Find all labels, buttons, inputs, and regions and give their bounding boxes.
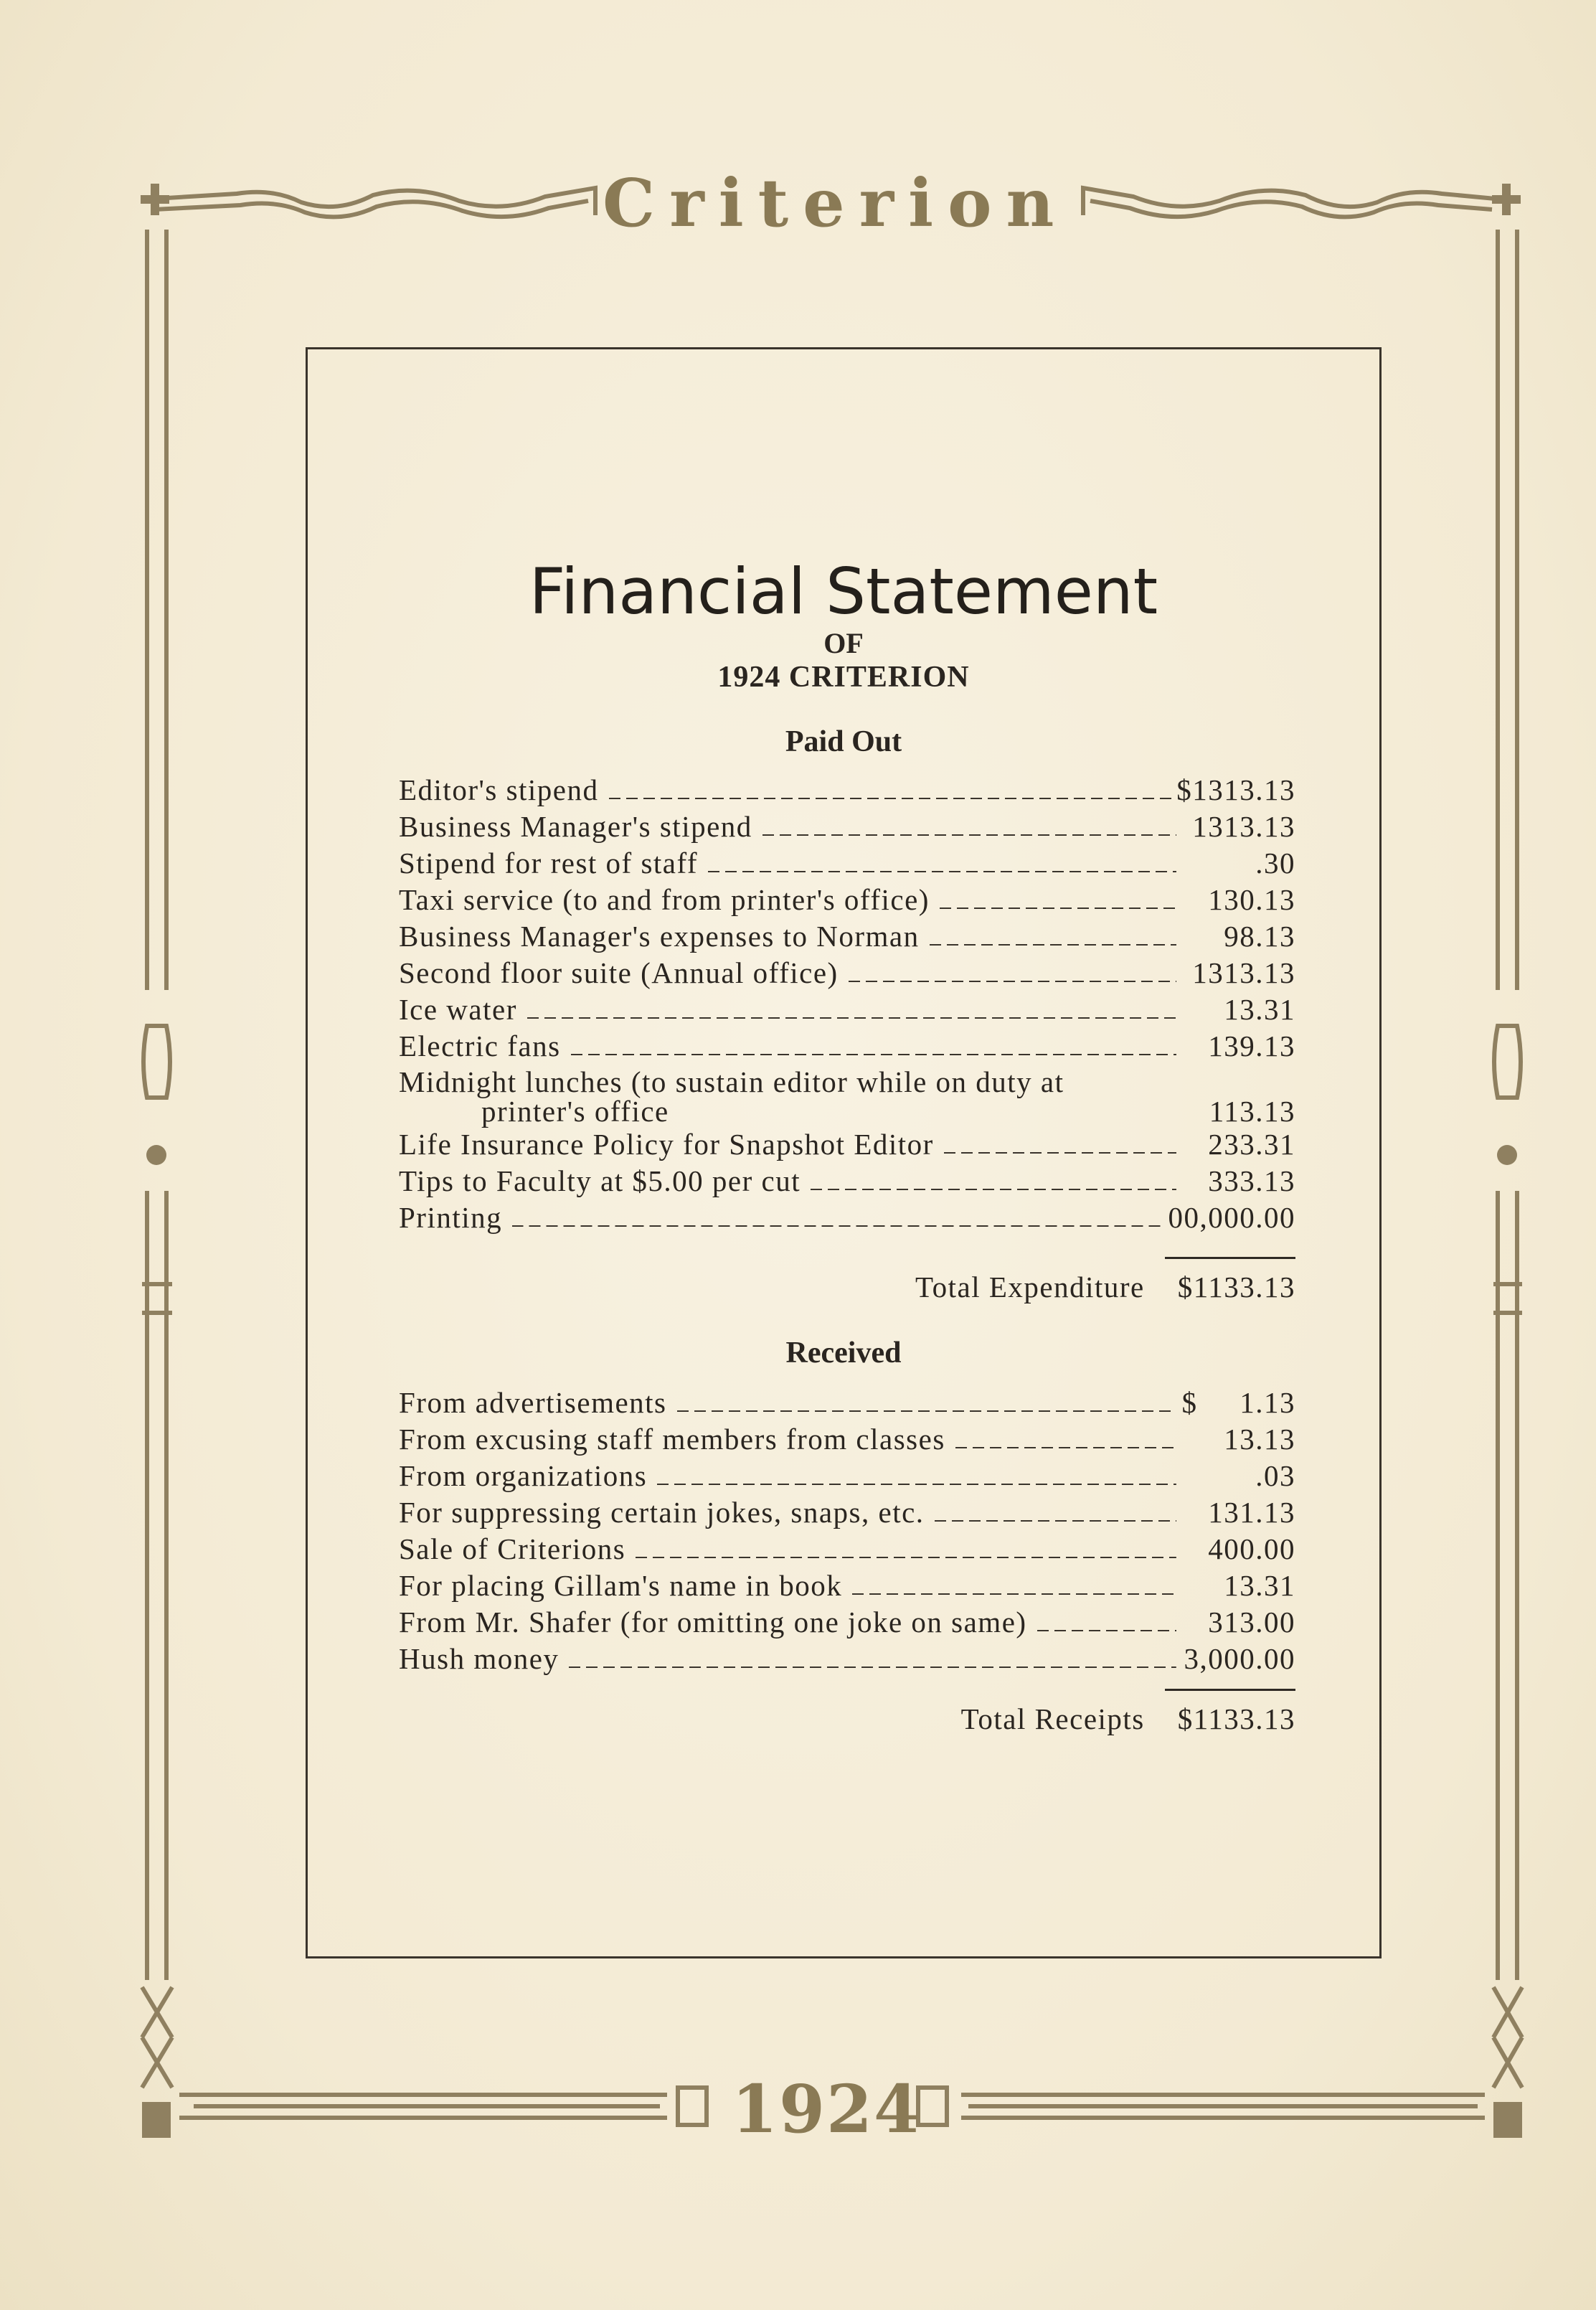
row-label: Midnight lunches (to sustain editor while on duty at <box>399 1065 1064 1098</box>
dotted-leader <box>571 1050 1176 1055</box>
dotted-leader <box>930 940 1176 946</box>
page-subtitle: 1924 CRITERION <box>717 661 970 694</box>
ledger-row <box>399 918 1295 955</box>
total-amount: $1133.13 <box>1177 1702 1295 1735</box>
yearbook-footer-year: 1924 <box>732 2070 922 2148</box>
ledger-row <box>399 772 1295 808</box>
dotted-leader <box>955 1443 1176 1448</box>
dotted-leader <box>935 1516 1176 1522</box>
ledger-row <box>399 1163 1295 1199</box>
row-label: From Mr. Shafer (for omitting one joke on same) <box>399 1606 1027 1639</box>
total-amount: $1133.13 <box>1177 1270 1295 1304</box>
yearbook-header-title: Criterion <box>603 164 1069 242</box>
row-amount: 333.13 <box>1208 1164 1295 1197</box>
row-amount: 130.13 <box>1208 883 1295 916</box>
row-label: Sale of Criterions <box>399 1532 626 1565</box>
ledger-row <box>399 955 1295 991</box>
row-label: Stipend for rest of staff <box>399 847 699 880</box>
dotted-leader <box>636 1552 1176 1558</box>
ledger-row <box>399 1199 1295 1236</box>
received-list <box>399 1385 1295 1677</box>
received-heading: Received <box>785 1336 902 1370</box>
ledger-row <box>399 845 1295 882</box>
total-expenditure <box>399 1268 1295 1306</box>
row-amount: 98.13 <box>1224 920 1295 953</box>
ledger-row <box>399 1641 1295 1677</box>
dotted-leader <box>677 1406 1176 1412</box>
title-of: OF <box>823 627 864 659</box>
row-amount: 113.13 <box>1209 1095 1295 1128</box>
row-label: Hush money <box>399 1642 559 1675</box>
row-label: Electric fans <box>399 1029 561 1062</box>
dotted-leader <box>811 1184 1176 1190</box>
row-label: From organizations <box>399 1459 648 1492</box>
ledger-row <box>399 1385 1295 1421</box>
row-amount: $1313.13 <box>1176 773 1295 806</box>
row-label: Business Manager's expenses to Norman <box>399 920 920 953</box>
dotted-leader <box>852 1589 1176 1595</box>
ledger-row <box>399 882 1295 918</box>
total-rule <box>1165 1689 1295 1691</box>
row-amount: 233.31 <box>1208 1128 1295 1161</box>
row-amount: 3,000.00 <box>1184 1642 1295 1675</box>
row-amount: $ 1.13 <box>1181 1386 1295 1419</box>
total-label: Total Expenditure <box>915 1270 1145 1304</box>
dotted-leader <box>512 1221 1163 1227</box>
row-amount: 1313.13 <box>1192 810 1295 843</box>
ledger-row <box>399 1494 1295 1531</box>
total-receipts <box>399 1700 1295 1738</box>
dotted-leader <box>940 903 1176 909</box>
row-label: Life Insurance Policy for Snapshot Editor <box>399 1128 934 1161</box>
row-label: Editor's stipend <box>399 773 599 806</box>
row-label: Taxi service (to and from printer's office) <box>399 883 930 916</box>
row-label-continued: printer's office <box>481 1095 669 1128</box>
paid-out-list <box>399 772 1295 1236</box>
ledger-row <box>399 1568 1295 1604</box>
row-amount: 13.13 <box>1224 1423 1295 1456</box>
paid-out-heading: Paid Out <box>785 725 902 758</box>
row-label: For placing Gillam's name in book <box>399 1569 843 1602</box>
row-amount: 313.00 <box>1208 1606 1295 1639</box>
dotted-leader <box>849 976 1176 982</box>
ledger-row <box>399 1531 1295 1568</box>
dotted-leader <box>569 1662 1176 1668</box>
dotted-leader <box>762 830 1176 836</box>
row-amount: 400.00 <box>1208 1532 1295 1565</box>
row-label: From excusing staff members from classes <box>399 1423 945 1456</box>
total-label: Total Receipts <box>960 1702 1145 1735</box>
row-amount: 13.31 <box>1224 993 1295 1026</box>
ledger-row <box>399 1421 1295 1458</box>
row-amount: 1313.13 <box>1192 956 1295 989</box>
row-amount: 13.31 <box>1224 1569 1295 1602</box>
dotted-leader <box>708 867 1176 872</box>
ledger-row <box>399 808 1295 845</box>
row-label: Ice water <box>399 993 517 1026</box>
row-label: Printing <box>399 1201 503 1234</box>
dotted-leader <box>657 1479 1176 1485</box>
row-label-multiline <box>399 1067 1166 1126</box>
row-label: Business Manager's stipend <box>399 810 752 843</box>
row-label: Second floor suite (Annual office) <box>399 956 839 989</box>
ledger-row <box>399 1458 1295 1494</box>
row-amount: .03 <box>1255 1459 1295 1492</box>
ledger-row <box>399 991 1295 1028</box>
dotted-leader <box>1037 1626 1176 1631</box>
dotted-leader <box>527 1013 1176 1019</box>
dotted-leader <box>609 793 1173 799</box>
row-label: From advertisements <box>399 1386 667 1419</box>
row-amount: 00,000.00 <box>1168 1201 1295 1234</box>
row-label: Tips to Faculty at $5.00 per cut <box>399 1164 801 1197</box>
total-rule <box>1165 1257 1295 1259</box>
dotted-leader <box>944 1148 1176 1154</box>
ledger-row <box>399 1028 1295 1065</box>
ledger-row <box>399 1126 1295 1163</box>
ledger-row <box>399 1065 1295 1126</box>
ledger-row <box>399 1604 1295 1641</box>
row-amount: 139.13 <box>1208 1029 1295 1062</box>
row-amount: 131.13 <box>1208 1496 1295 1529</box>
page-title: Financial Statement <box>529 555 1158 628</box>
row-label: For suppressing certain jokes, snaps, etc. <box>399 1496 925 1529</box>
row-amount: .30 <box>1255 847 1295 880</box>
